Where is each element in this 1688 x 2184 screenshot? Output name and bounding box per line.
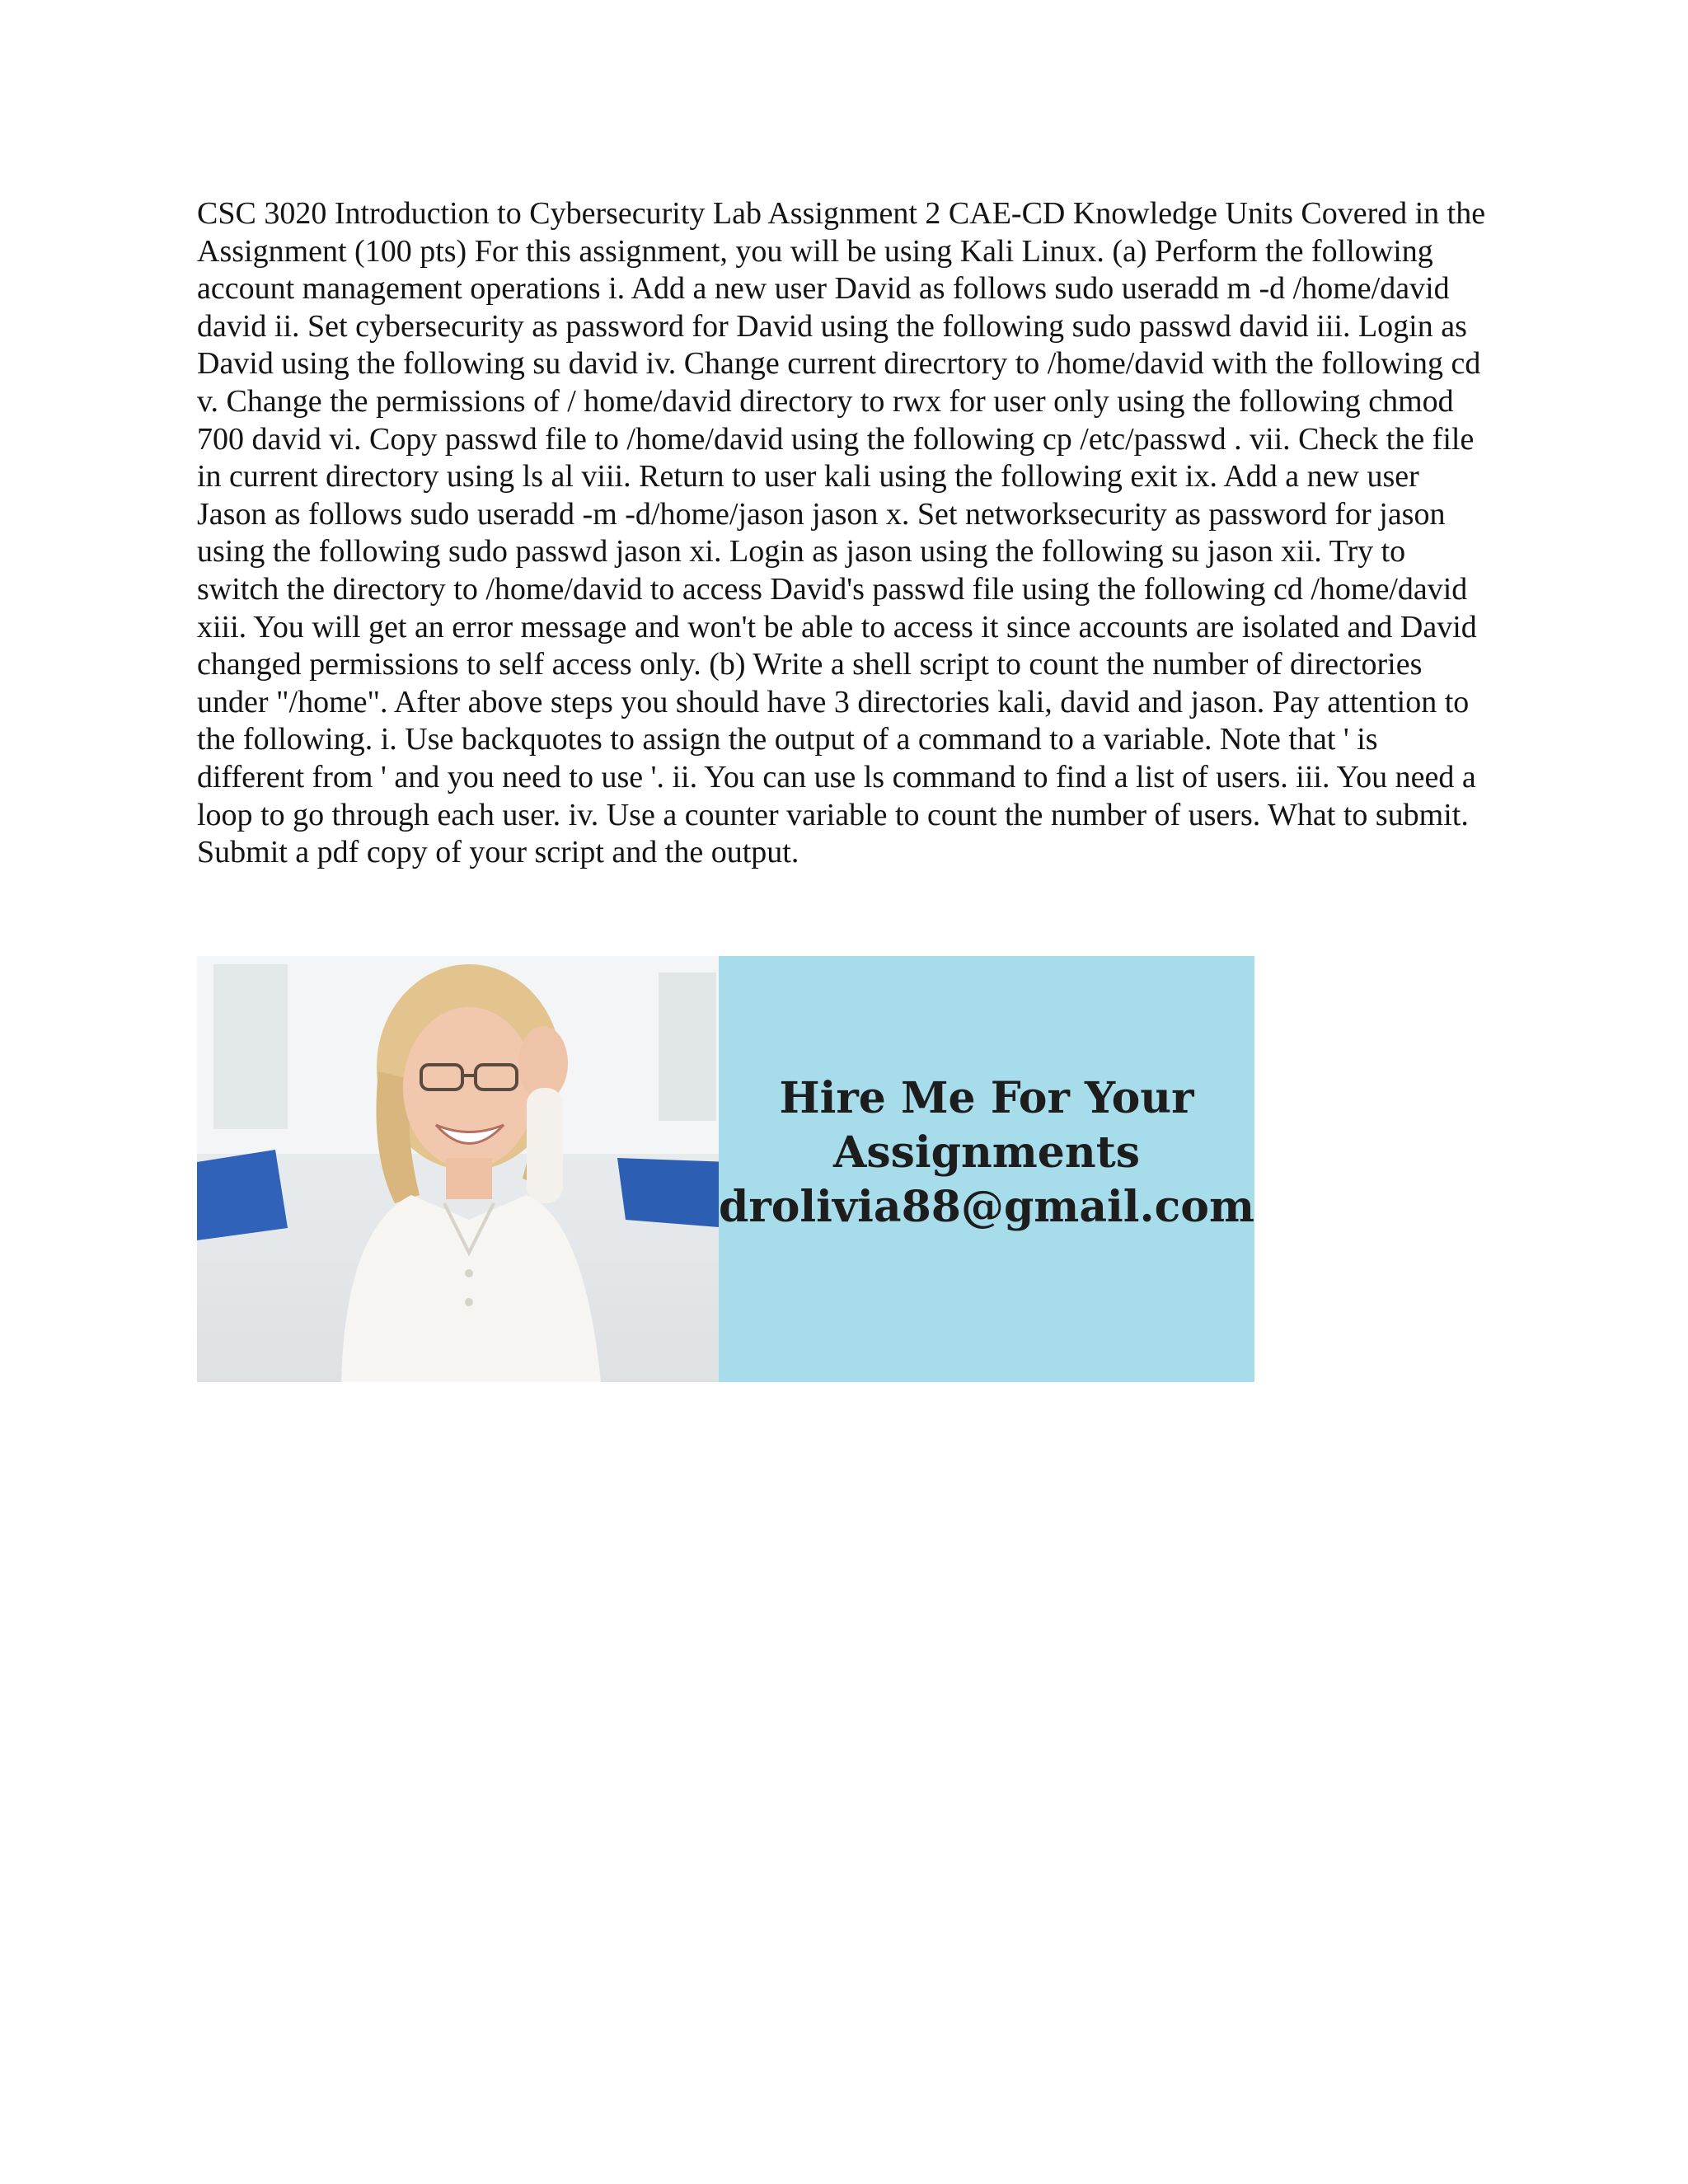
woman-photo — [197, 956, 719, 1382]
promo-headline-line2: Assignments — [832, 1127, 1140, 1178]
promo-panel — [719, 956, 1254, 1382]
assignment-text: CSC 3020 Introduction to Cybersecurity Lab Assignment 2 CAE-CD Knowledge Units Covered in the Assignment (100 pts) For this assignment, you will be using Kali Linux. (a) Perform the following account management operations i. Add a new user David as follows sudo useradd m -d /home/david david ii. Set cybersecurity as password for David using the following sudo passwd david iii. Login as David using the following su david iv. Change current direcrtory to /home/david with the following cd v. Change the permissions of / home/david directory to rwx for user only using the following chmod 700 david vi. Copy passwd file to /home/david using the following cp /etc/passwd . vii. Check the file in current directory using ls al viii. Return to user kali using the following exit ix. Add a new user Jason as follows sudo useradd -m -d/home/jason jason x. Set networksecurity as password for jason using the following sudo passwd jason xi. Login as jason using the following su jason xii. Try to switch the directory to /home/david to access David's passwd file using the following cd /home/david xiii. You will get an error message and won't be able to access it since accounts are isolated and David changed permissions to self access only. (b) Write a shell script to count the number of directories under "/home". After above steps you should have 3 directories kali, david and jason. Pay attention to the following. i. Use backquotes to assign the output of a command to a variable. Note that ' is different from ' and you need to use '. ii. You can use ls command to find a list of users. iii. You need a loop to go through each user. iv. Use a counter variable to count the number of users. What to submit. Submit a pdf copy of your script and the output. — [197, 196, 1486, 870]
smiling-woman-icon — [197, 956, 719, 1382]
promo-email: drolivia88@gmail.com — [718, 1181, 1254, 1232]
promo-headline-line1: Hire Me For Your — [779, 1072, 1194, 1123]
hire-me-banner — [197, 956, 1254, 1382]
